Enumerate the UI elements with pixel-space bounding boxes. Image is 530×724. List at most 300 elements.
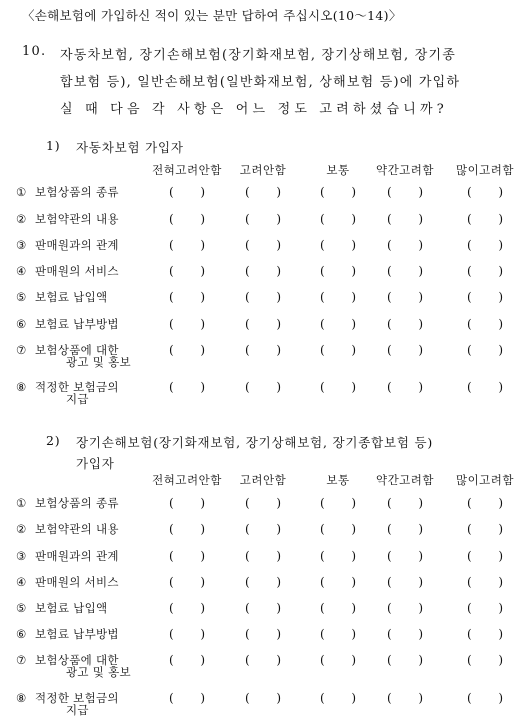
scale-header-3: 보통 <box>326 473 350 487</box>
close-paren: ) <box>276 522 281 536</box>
rating-option-1[interactable] <box>169 380 205 394</box>
scale-header-3: 보통 <box>326 163 350 177</box>
open-paren: ( <box>387 627 392 641</box>
rating-option-3[interactable] <box>320 317 356 331</box>
rating-option-2[interactable] <box>245 601 281 615</box>
rating-option-4[interactable] <box>387 380 423 394</box>
open-paren: ( <box>320 343 325 357</box>
item-number: ① <box>16 496 27 510</box>
rating-option-1[interactable] <box>169 343 205 357</box>
open-paren: ( <box>169 212 174 226</box>
item-text: 보험료 납입액 <box>35 601 108 615</box>
open-paren: ( <box>387 522 392 536</box>
open-paren: ( <box>387 185 392 199</box>
section-title: 장기손해보험(장기화재보험, 장기상해보험, 장기종합보험 등) <box>76 435 434 450</box>
open-paren: ( <box>320 601 325 615</box>
rating-option-3[interactable] <box>320 264 356 278</box>
rating-option-1[interactable] <box>169 238 205 252</box>
item-number: ④ <box>16 264 27 278</box>
item-label <box>16 318 119 330</box>
close-paren: ) <box>200 522 205 536</box>
open-paren: ( <box>387 691 392 705</box>
item-label <box>16 344 131 368</box>
close-paren: ) <box>200 264 205 278</box>
rating-option-5[interactable] <box>467 264 503 278</box>
rating-option-1[interactable] <box>169 522 205 536</box>
item-label <box>16 291 107 303</box>
open-paren: ( <box>387 290 392 304</box>
close-paren: ) <box>351 264 356 278</box>
open-paren: ( <box>245 264 250 278</box>
rating-option-3[interactable] <box>320 343 356 357</box>
open-paren: ( <box>245 317 250 331</box>
close-paren: ) <box>351 496 356 510</box>
rating-option-1[interactable] <box>169 627 205 641</box>
close-paren: ) <box>200 290 205 304</box>
rating-option-2[interactable] <box>245 575 281 589</box>
close-paren: ) <box>351 522 356 536</box>
item-label <box>16 186 119 198</box>
open-paren: ( <box>169 317 174 331</box>
rating-option-4[interactable] <box>387 549 423 563</box>
close-paren: ) <box>498 212 503 226</box>
open-paren: ( <box>245 653 250 667</box>
rating-option-2[interactable] <box>245 343 281 357</box>
rating-option-3[interactable] <box>320 549 356 563</box>
close-paren: ) <box>276 380 281 394</box>
scale-header-2: 고려안함 <box>239 163 287 177</box>
item-text: 보험약관의 내용 <box>35 212 119 226</box>
open-paren: ( <box>245 290 250 304</box>
open-paren: ( <box>169 549 174 563</box>
section-number: 2) <box>46 433 61 448</box>
close-paren: ) <box>276 185 281 199</box>
close-paren: ) <box>200 549 205 563</box>
close-paren: ) <box>276 627 281 641</box>
open-paren: ( <box>169 601 174 615</box>
open-paren: ( <box>245 212 250 226</box>
close-paren: ) <box>351 601 356 615</box>
item-text: 보험상품에 대한 <box>35 653 119 667</box>
rating-option-4[interactable] <box>387 290 423 304</box>
rating-option-2[interactable] <box>245 185 281 199</box>
rating-option-3[interactable] <box>320 238 356 252</box>
rating-option-5[interactable] <box>467 549 503 563</box>
open-paren: ( <box>169 264 174 278</box>
close-paren: ) <box>498 496 503 510</box>
open-paren: ( <box>245 627 250 641</box>
item-text: 적정한 보험금의 <box>35 380 119 394</box>
open-paren: ( <box>387 343 392 357</box>
close-paren: ) <box>276 343 281 357</box>
item-label <box>16 550 119 562</box>
rating-option-2[interactable] <box>245 522 281 536</box>
open-paren: ( <box>320 653 325 667</box>
open-paren: ( <box>245 185 250 199</box>
close-paren: ) <box>351 185 356 199</box>
open-paren: ( <box>320 317 325 331</box>
rating-option-2[interactable] <box>245 627 281 641</box>
close-paren: ) <box>418 575 423 589</box>
rating-option-4[interactable] <box>387 264 423 278</box>
rating-option-2[interactable] <box>245 264 281 278</box>
close-paren: ) <box>200 343 205 357</box>
item-number: ⑦ <box>16 653 27 667</box>
close-paren: ) <box>418 549 423 563</box>
rating-option-1[interactable] <box>169 691 205 705</box>
open-paren: ( <box>245 549 250 563</box>
rating-option-2[interactable] <box>245 691 281 705</box>
open-paren: ( <box>467 549 472 563</box>
rating-option-2[interactable] <box>245 212 281 226</box>
open-paren: ( <box>320 575 325 589</box>
close-paren: ) <box>351 212 356 226</box>
close-paren: ) <box>200 601 205 615</box>
open-paren: ( <box>320 380 325 394</box>
rating-option-5[interactable] <box>467 212 503 226</box>
open-paren: ( <box>387 601 392 615</box>
close-paren: ) <box>200 496 205 510</box>
rating-option-1[interactable] <box>169 212 205 226</box>
open-paren: ( <box>320 522 325 536</box>
rating-option-2[interactable] <box>245 380 281 394</box>
close-paren: ) <box>498 317 503 331</box>
rating-option-1[interactable] <box>169 317 205 331</box>
rating-option-3[interactable] <box>320 212 356 226</box>
item-text-continued: 지급 <box>66 703 89 717</box>
item-label <box>16 213 119 225</box>
item-text: 보험상품의 종류 <box>35 496 119 510</box>
rating-option-2[interactable] <box>245 238 281 252</box>
item-text: 판매원과의 관계 <box>35 238 119 252</box>
close-paren: ) <box>498 185 503 199</box>
scale-header-5: 많이고려함 <box>455 163 515 177</box>
open-paren: ( <box>320 264 325 278</box>
close-paren: ) <box>498 601 503 615</box>
rating-option-3[interactable] <box>320 380 356 394</box>
section-title-continued: 가입자 <box>76 456 115 471</box>
rating-option-4[interactable] <box>387 691 423 705</box>
open-paren: ( <box>467 653 472 667</box>
item-text: 판매원의 서비스 <box>35 575 119 589</box>
rating-option-5[interactable] <box>467 238 503 252</box>
item-label <box>16 654 131 678</box>
rating-option-3[interactable] <box>320 496 356 510</box>
open-paren: ( <box>387 549 392 563</box>
close-paren: ) <box>498 575 503 589</box>
open-paren: ( <box>467 264 472 278</box>
open-paren: ( <box>467 290 472 304</box>
question-text-line-3: 실 때 다음 각 사항은 어느 정도 고려하셨습니까? <box>60 102 448 117</box>
item-text: 적정한 보험금의 <box>35 691 119 705</box>
close-paren: ) <box>498 627 503 641</box>
close-paren: ) <box>200 185 205 199</box>
close-paren: ) <box>276 317 281 331</box>
close-paren: ) <box>276 601 281 615</box>
close-paren: ) <box>351 380 356 394</box>
rating-option-2[interactable] <box>245 549 281 563</box>
item-text: 보험료 납부방법 <box>35 317 119 331</box>
rating-option-4[interactable] <box>387 185 423 199</box>
rating-option-3[interactable] <box>320 575 356 589</box>
rating-option-4[interactable] <box>387 653 423 667</box>
close-paren: ) <box>200 380 205 394</box>
item-label <box>16 497 119 509</box>
rating-option-1[interactable] <box>169 496 205 510</box>
open-paren: ( <box>169 238 174 252</box>
close-paren: ) <box>498 522 503 536</box>
rating-option-3[interactable] <box>320 601 356 615</box>
item-text: 보험료 납부방법 <box>35 627 119 641</box>
rating-option-4[interactable] <box>387 627 423 641</box>
rating-option-3[interactable] <box>320 185 356 199</box>
close-paren: ) <box>418 627 423 641</box>
item-number: ⑤ <box>16 601 27 615</box>
open-paren: ( <box>320 212 325 226</box>
open-paren: ( <box>169 343 174 357</box>
rating-option-5[interactable] <box>467 317 503 331</box>
close-paren: ) <box>200 627 205 641</box>
rating-option-4[interactable] <box>387 496 423 510</box>
item-label <box>16 265 119 277</box>
open-paren: ( <box>169 290 174 304</box>
item-number: ④ <box>16 575 27 589</box>
close-paren: ) <box>498 691 503 705</box>
item-number: ⑥ <box>16 627 27 641</box>
close-paren: ) <box>276 212 281 226</box>
open-paren: ( <box>320 627 325 641</box>
rating-option-1[interactable] <box>169 575 205 589</box>
item-text: 보험상품에 대한 <box>35 343 119 357</box>
open-paren: ( <box>387 575 392 589</box>
rating-option-3[interactable] <box>320 290 356 304</box>
item-text: 보험상품의 종류 <box>35 185 119 199</box>
item-number: ⑧ <box>16 691 27 705</box>
close-paren: ) <box>418 496 423 510</box>
close-paren: ) <box>200 317 205 331</box>
rating-option-4[interactable] <box>387 317 423 331</box>
question-text-line-1: 자동차보험, 장기손해보험(장기화재보험, 장기상해보험, 장기종 <box>60 48 456 63</box>
item-text: 판매원과의 관계 <box>35 549 119 563</box>
close-paren: ) <box>200 691 205 705</box>
section-number: 1) <box>46 138 61 153</box>
rating-option-5[interactable] <box>467 627 503 641</box>
rating-option-4[interactable] <box>387 575 423 589</box>
open-paren: ( <box>467 238 472 252</box>
open-paren: ( <box>245 575 250 589</box>
close-paren: ) <box>351 549 356 563</box>
rating-option-5[interactable] <box>467 691 503 705</box>
close-paren: ) <box>418 601 423 615</box>
item-number: ② <box>16 522 27 536</box>
item-number: ⑦ <box>16 343 27 357</box>
open-paren: ( <box>169 627 174 641</box>
item-number: ⑥ <box>16 317 27 331</box>
item-number: ⑧ <box>16 380 27 394</box>
item-number: ② <box>16 212 27 226</box>
open-paren: ( <box>387 496 392 510</box>
close-paren: ) <box>351 691 356 705</box>
open-paren: ( <box>467 496 472 510</box>
close-paren: ) <box>498 238 503 252</box>
close-paren: ) <box>276 264 281 278</box>
open-paren: ( <box>467 212 472 226</box>
item-number: ③ <box>16 549 27 563</box>
scale-header-4: 약간고려함 <box>375 163 435 177</box>
rating-option-4[interactable] <box>387 601 423 615</box>
close-paren: ) <box>418 264 423 278</box>
rating-option-5[interactable] <box>467 290 503 304</box>
open-paren: ( <box>467 317 472 331</box>
close-paren: ) <box>418 317 423 331</box>
open-paren: ( <box>169 522 174 536</box>
close-paren: ) <box>498 380 503 394</box>
close-paren: ) <box>200 238 205 252</box>
item-text-continued: 광고 및 홍보 <box>66 665 131 679</box>
rating-option-2[interactable] <box>245 290 281 304</box>
scale-header-4: 약간고려함 <box>375 473 435 487</box>
rating-option-2[interactable] <box>245 653 281 667</box>
open-paren: ( <box>320 691 325 705</box>
item-number: ⑤ <box>16 290 27 304</box>
rating-option-5[interactable] <box>467 343 503 357</box>
open-paren: ( <box>169 496 174 510</box>
open-paren: ( <box>169 575 174 589</box>
rating-option-5[interactable] <box>467 653 503 667</box>
open-paren: ( <box>245 601 250 615</box>
rating-option-1[interactable] <box>169 264 205 278</box>
rating-option-4[interactable] <box>387 238 423 252</box>
close-paren: ) <box>418 185 423 199</box>
question-text-line-2: 합보험 등), 일반손해보험(일반화재보험, 상해보험 등)에 가입하 <box>60 75 461 90</box>
rating-option-1[interactable] <box>169 549 205 563</box>
section-title: 자동차보험 가입자 <box>76 140 184 155</box>
open-paren: ( <box>320 185 325 199</box>
open-paren: ( <box>467 185 472 199</box>
open-paren: ( <box>245 380 250 394</box>
rating-option-1[interactable] <box>169 653 205 667</box>
close-paren: ) <box>276 691 281 705</box>
open-paren: ( <box>320 290 325 304</box>
close-paren: ) <box>351 317 356 331</box>
close-paren: ) <box>418 343 423 357</box>
open-paren: ( <box>245 343 250 357</box>
open-paren: ( <box>467 380 472 394</box>
close-paren: ) <box>276 238 281 252</box>
item-number: ③ <box>16 238 27 252</box>
open-paren: ( <box>387 317 392 331</box>
open-paren: ( <box>387 380 392 394</box>
open-paren: ( <box>387 212 392 226</box>
close-paren: ) <box>418 380 423 394</box>
item-label <box>16 523 119 535</box>
open-paren: ( <box>169 691 174 705</box>
rating-option-5[interactable] <box>467 380 503 394</box>
open-paren: ( <box>467 627 472 641</box>
rating-option-5[interactable] <box>467 522 503 536</box>
rating-option-4[interactable] <box>387 522 423 536</box>
open-paren: ( <box>169 653 174 667</box>
rating-option-3[interactable] <box>320 653 356 667</box>
open-paren: ( <box>387 264 392 278</box>
close-paren: ) <box>418 212 423 226</box>
item-label <box>16 239 119 251</box>
rating-option-3[interactable] <box>320 691 356 705</box>
scale-header-5: 많이고려함 <box>455 473 515 487</box>
open-paren: ( <box>320 238 325 252</box>
close-paren: ) <box>276 549 281 563</box>
open-paren: ( <box>245 238 250 252</box>
close-paren: ) <box>351 290 356 304</box>
close-paren: ) <box>418 290 423 304</box>
open-paren: ( <box>467 575 472 589</box>
item-label <box>16 692 119 716</box>
open-paren: ( <box>169 185 174 199</box>
item-label <box>16 381 119 405</box>
item-text-continued: 광고 및 홍보 <box>66 355 131 369</box>
open-paren: ( <box>169 380 174 394</box>
open-paren: ( <box>467 601 472 615</box>
close-paren: ) <box>276 653 281 667</box>
rating-option-1[interactable] <box>169 601 205 615</box>
item-label <box>16 628 119 640</box>
rating-option-4[interactable] <box>387 212 423 226</box>
rating-option-1[interactable] <box>169 185 205 199</box>
open-paren: ( <box>467 522 472 536</box>
item-number: ① <box>16 185 27 199</box>
close-paren: ) <box>351 627 356 641</box>
rating-option-4[interactable] <box>387 343 423 357</box>
open-paren: ( <box>320 496 325 510</box>
close-paren: ) <box>200 653 205 667</box>
rating-option-5[interactable] <box>467 575 503 589</box>
close-paren: ) <box>498 653 503 667</box>
close-paren: ) <box>418 522 423 536</box>
close-paren: ) <box>276 496 281 510</box>
rating-option-3[interactable] <box>320 627 356 641</box>
open-paren: ( <box>387 653 392 667</box>
open-paren: ( <box>467 691 472 705</box>
item-text-continued: 지급 <box>66 392 89 406</box>
rating-option-3[interactable] <box>320 522 356 536</box>
scale-header-1: 전혀고려안함 <box>152 163 222 177</box>
rating-option-5[interactable] <box>467 185 503 199</box>
rating-option-5[interactable] <box>467 601 503 615</box>
close-paren: ) <box>351 238 356 252</box>
close-paren: ) <box>498 343 503 357</box>
item-label <box>16 576 119 588</box>
close-paren: ) <box>418 653 423 667</box>
close-paren: ) <box>276 290 281 304</box>
rating-option-2[interactable] <box>245 317 281 331</box>
close-paren: ) <box>351 575 356 589</box>
rating-option-5[interactable] <box>467 496 503 510</box>
open-paren: ( <box>245 522 250 536</box>
close-paren: ) <box>418 691 423 705</box>
scale-header-2: 고려안함 <box>239 473 287 487</box>
rating-option-1[interactable] <box>169 290 205 304</box>
open-paren: ( <box>320 549 325 563</box>
rating-option-2[interactable] <box>245 496 281 510</box>
close-paren: ) <box>498 290 503 304</box>
scale-header-1: 전혀고려안함 <box>152 473 222 487</box>
open-paren: ( <box>387 238 392 252</box>
item-label <box>16 602 107 614</box>
open-paren: ( <box>245 496 250 510</box>
close-paren: ) <box>418 238 423 252</box>
close-paren: ) <box>276 575 281 589</box>
close-paren: ) <box>351 653 356 667</box>
